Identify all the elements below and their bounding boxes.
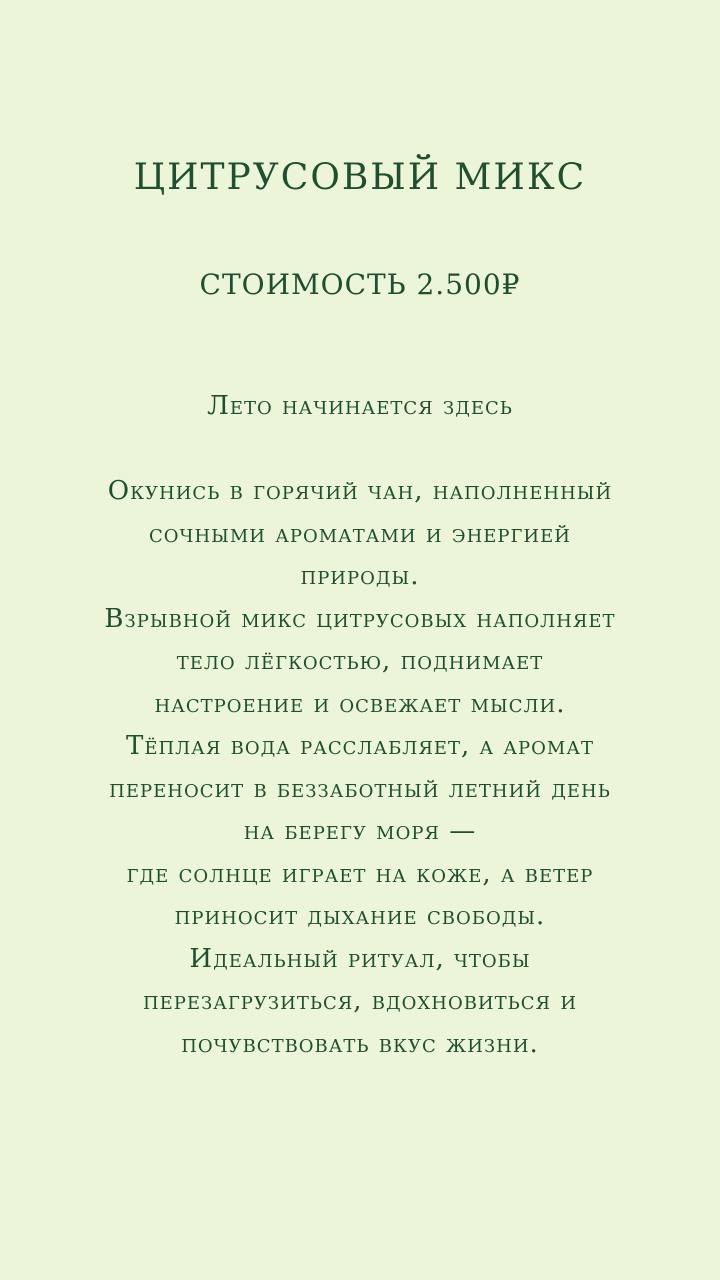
description-line: перезагрузиться, вдохновиться и <box>142 986 578 1016</box>
description-line: Идеальный ритуал, чтобы <box>189 943 531 974</box>
description-line: сочными ароматами и энергией <box>149 518 571 549</box>
description-line: тело лёгкостью, поднимает <box>176 646 544 676</box>
description-line: природы. <box>300 561 420 591</box>
description-line: переносит в беззаботный летний день <box>109 773 611 804</box>
description-line: на берегу моря — <box>243 816 477 846</box>
page-title: ЦИТРУСОВЫЙ МИКС <box>133 157 587 198</box>
description-text <box>30 470 690 1065</box>
description-line: почувствовать вкус жизни. <box>181 1028 539 1059</box>
description-line: Окунись в горячий чан, наполненный <box>107 476 613 506</box>
description-line: Взрывной микс цитрусовых наполняет <box>104 603 616 634</box>
description-line: приносит дыхание свободы. <box>174 901 546 931</box>
description-line: настроение и освежает мысли. <box>154 688 566 719</box>
description-line: Тёплая вода расслабляет, а аромат <box>125 731 594 761</box>
price-label: СТОИМОСТЬ 2.500₽ <box>199 268 521 301</box>
description-line: где солнце играет на коже, а ветер <box>126 858 594 889</box>
subtitle: Лето начинается здесь <box>207 391 513 421</box>
